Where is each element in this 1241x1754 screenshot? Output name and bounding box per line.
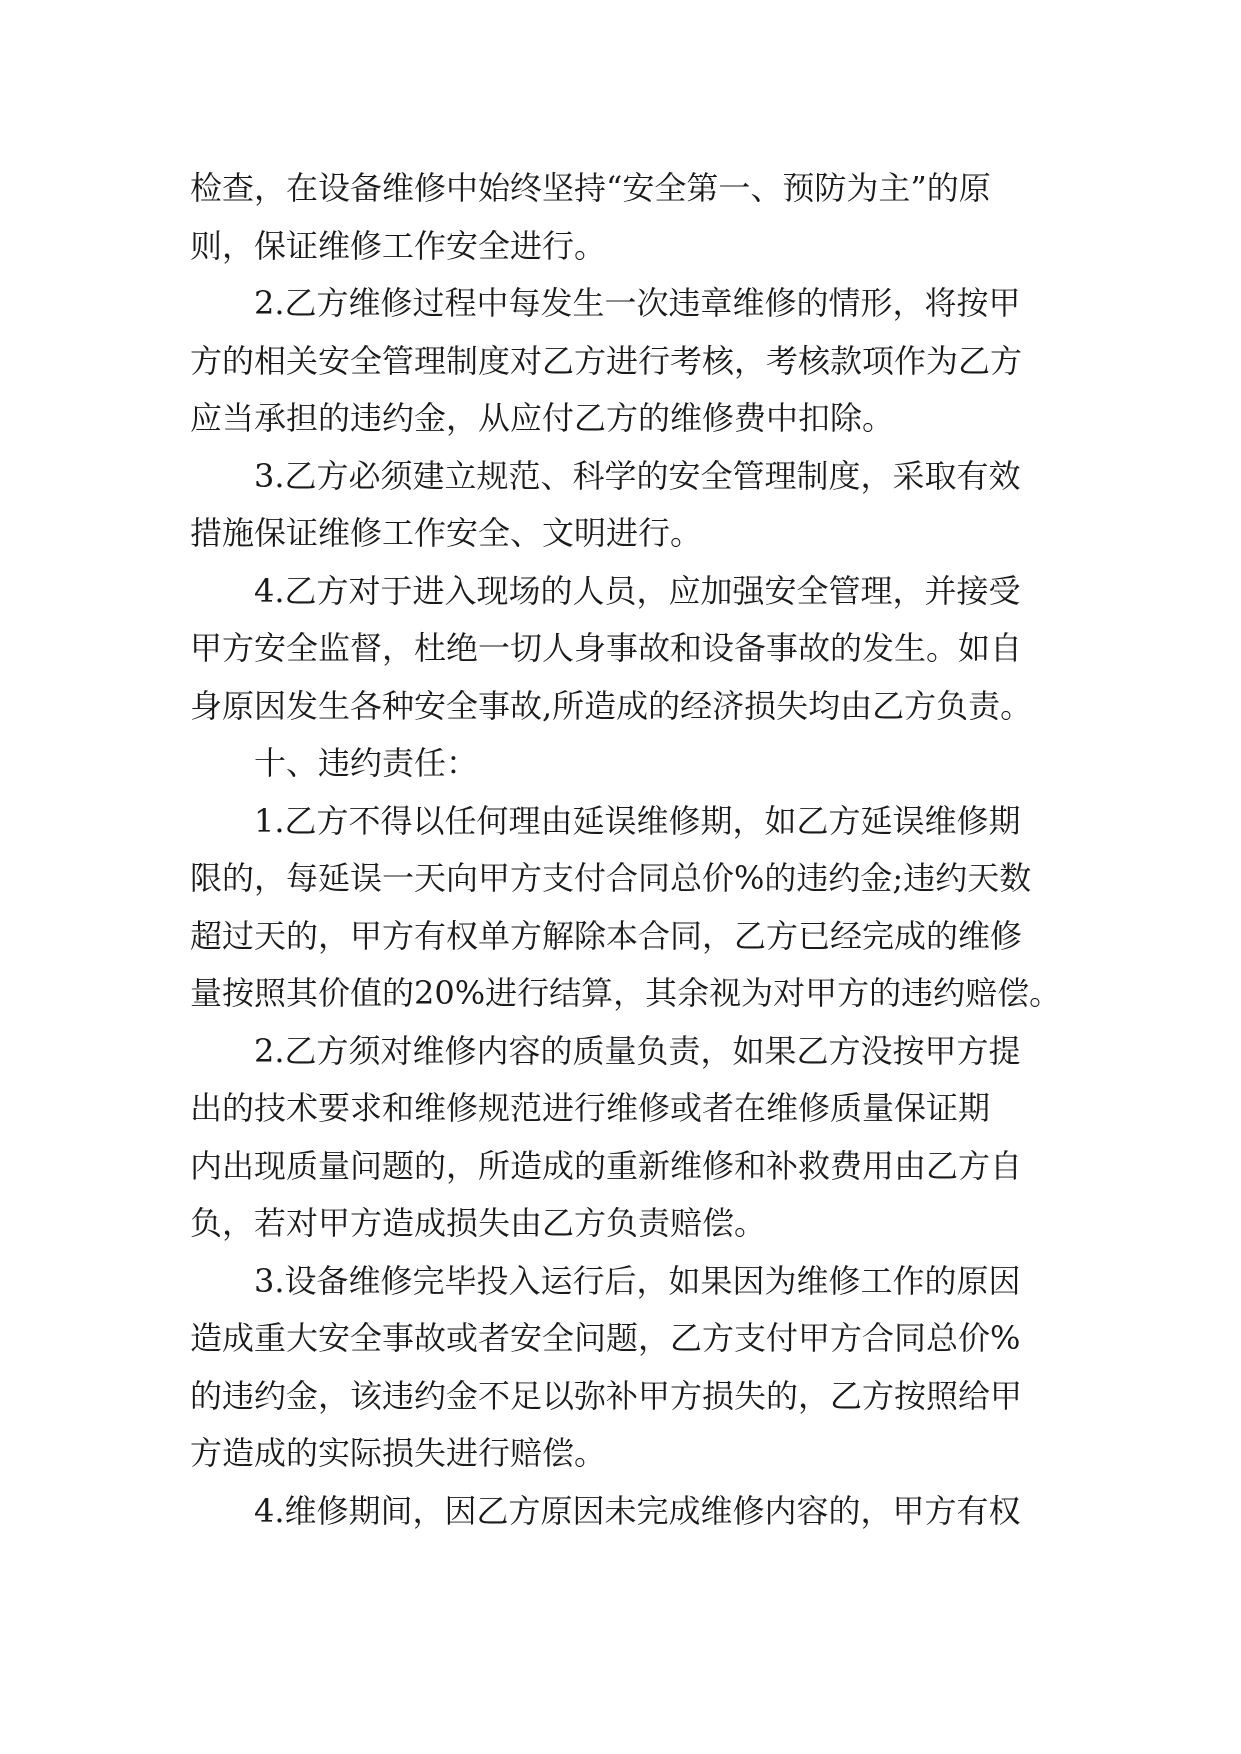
text-line: 方造成的实际损失进行赔偿。 [190,1434,607,1472]
text-line: 的违约金，该违约金不足以弥补甲方损失的，乙方按照给甲 [190,1376,1023,1415]
text-line: 4.乙方对于进入现场的人员，应加强安全管理，并接受 [254,571,1021,610]
text-line: 甲方安全监督，杜绝一切人身事故和设备事故的发生。如自 [190,629,1023,667]
text-line: 则，保证维修工作安全进行。 [190,226,607,265]
text-line: 2.乙方维修过程中每发生一次违章维修的情形，将按甲 [254,284,1021,322]
text-line: 内出现质量问题的，所造成的重新维修和补救费用由乙方自 [190,1146,1023,1185]
text-line: 造成重大安全事故或者安全问题，乙方支付甲方合同总价% [190,1319,1021,1357]
text-line: 身原因发生各种安全事故,所造成的经济损失均由乙方负责。 [190,686,1033,725]
text-line: 方的相关安全管理制度对乙方进行考核，考核款项作为乙方 [190,341,1023,380]
section-heading: 十、违约责任： [254,744,479,782]
text-line: 2.乙方须对维修内容的质量负责，如果乙方没按甲方提 [254,1031,1021,1070]
text-line: 出的技术要求和维修规范进行维修或者在维修质量保证期 [190,1089,991,1127]
text-line: 3.设备维修完毕投入运行后，如果因为维修工作的原因 [254,1261,1021,1300]
text-line: 超过天的，甲方有权单方解除本合同，乙方已经完成的维修 [190,916,1023,955]
text-line: 4.维修期间，因乙方原因未完成维修内容的，甲方有权 [254,1491,1021,1530]
text-line: 检查，在设备维修中始终坚持“安全第一、预防为主”的原 [190,169,991,207]
document-body [190,160,1060,1540]
text-line: 量按照其价值的20%进行结算，其余视为对甲方的违约赔偿。 [190,974,1062,1012]
text-line: 负，若对甲方造成损失由乙方负责赔偿。 [190,1204,767,1242]
text-line: 3.乙方必须建立规范、科学的安全管理制度，采取有效 [254,456,1021,495]
text-line: 1.乙方不得以任何理由延误维修期，如乙方延误维修期 [254,801,1021,840]
text-line: 措施保证维修工作安全、文明进行。 [190,514,703,552]
text-line: 应当承担的违约金，从应付乙方的维修费中扣除。 [190,399,895,437]
text-line: 限的，每延误一天向甲方支付合同总价%的违约金;违约天数 [190,859,1032,897]
